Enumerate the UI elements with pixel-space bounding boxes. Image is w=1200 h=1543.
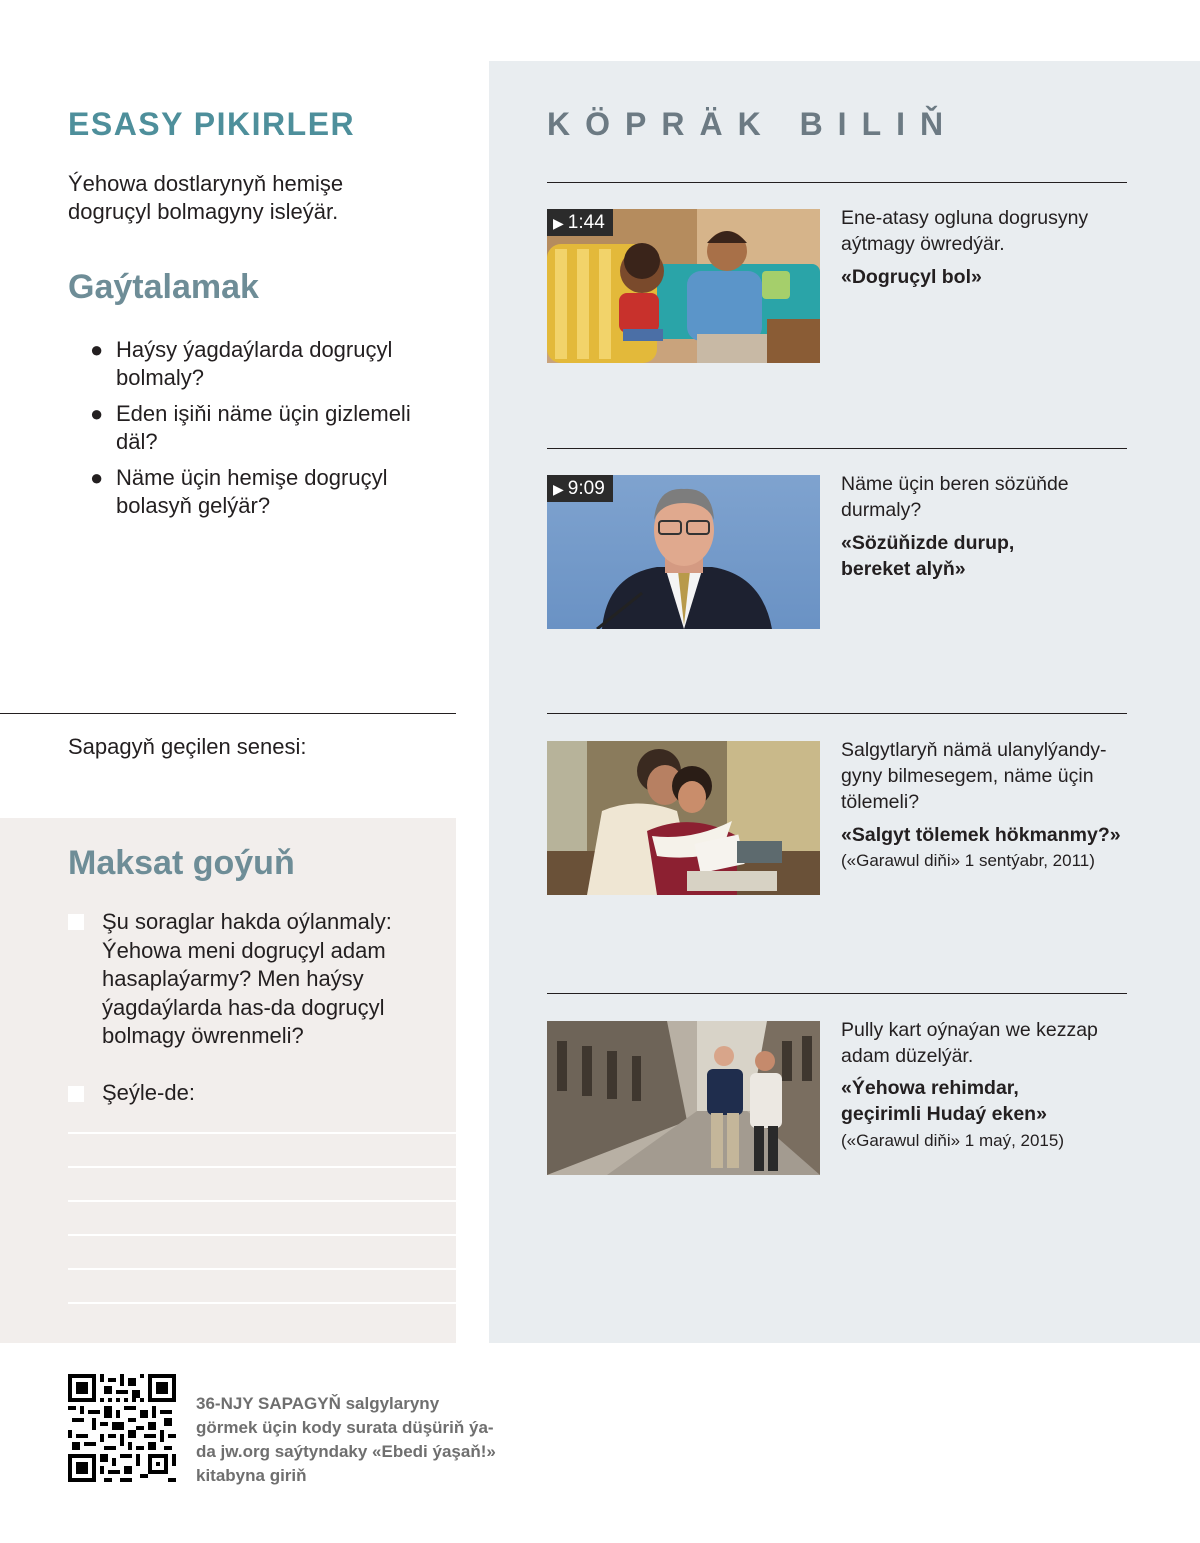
video-duration: 1:44 — [567, 212, 605, 233]
divider — [547, 448, 1127, 449]
resource-source: («Garawul diňi» 1 maý, 2015) — [841, 1131, 1065, 1150]
resource-description: Näme üçin beren sözüňde durmaly? — [841, 473, 1069, 521]
review-item-text: Haýsy ýagdaýlarda dogruçyl bolmaly? — [116, 337, 393, 390]
video-duration-badge — [547, 209, 613, 236]
goal-checkbox[interactable] — [68, 1086, 84, 1102]
lesson-date-label: Sapagyň geçilen senesi: — [68, 734, 307, 759]
review-item — [90, 336, 430, 392]
resource-description: Ene-atasy ogluna dogrusyny aýtmagy öwredýär. — [841, 207, 1089, 255]
qr-code-icon[interactable] — [68, 1374, 176, 1482]
review-heading: Gaýtalamak — [68, 268, 259, 306]
bullet-icon: ● — [90, 401, 104, 426]
article-thumbnail[interactable] — [547, 741, 820, 895]
divider — [547, 713, 1127, 714]
video-thumbnail[interactable] — [547, 475, 820, 629]
goal-box — [0, 818, 456, 1343]
writing-line[interactable] — [68, 1166, 456, 1168]
resource-title-link[interactable]: «Ýehowa rehimdar, geçirimli Hudaý eken» — [841, 1077, 1047, 1125]
goal-heading: Maksat goýuň — [68, 844, 295, 882]
writing-line[interactable] — [68, 1302, 456, 1304]
review-item-text: Näme üçin hemişe dogruçyl bolasyň gelýär? — [116, 465, 388, 518]
writing-line[interactable] — [68, 1234, 456, 1236]
article-thumbnail[interactable] — [547, 1021, 820, 1175]
writing-line[interactable] — [68, 1200, 456, 1202]
goal-item-text: Şeýle-de: — [102, 1080, 195, 1105]
footer-instructions: 36-NJY SAPAGYŇ salgylaryny görmek üçin kody surata düşüriň ýa-da jw.org saýtyndaky «Ebedi ýaşaň!» kitabyna giriň — [196, 1394, 496, 1485]
play-icon: ▶ — [553, 215, 564, 231]
review-item-text: Eden işiňi näme üçin gizlemeli däl? — [116, 401, 411, 454]
review-list — [90, 336, 430, 528]
summary-text: Ýehowa dostlarynyň hemişe dogruçyl bolmagyny isleýär. — [68, 171, 344, 224]
resource-description: Pully kart oýnaýan we kezzap adam düzelýär. — [841, 1019, 1098, 1067]
video-thumbnail[interactable] — [547, 209, 820, 363]
summary-heading: ESASY PIKIRLER — [68, 106, 356, 142]
resource-description: Salgytlaryň nämä ulanylýandy-gyny bilmesegem, näme üçin tölemeli? — [841, 739, 1107, 813]
writing-line[interactable] — [68, 1132, 456, 1134]
bullet-icon: ● — [90, 337, 104, 362]
writing-line[interactable] — [68, 1268, 456, 1270]
video-duration-badge — [547, 475, 613, 502]
couple-paying-bills-image — [547, 741, 820, 895]
resource-title-link[interactable]: «Salgyt tölemek hökmanmy?» — [841, 824, 1121, 846]
play-icon: ▶ — [553, 481, 564, 497]
review-item — [90, 400, 430, 456]
couple-walking-street-image — [547, 1021, 820, 1175]
resource-source: («Garawul diňi» 1 sentýabr, 2011) — [841, 851, 1095, 870]
divider — [547, 182, 1127, 183]
video-duration: 9:09 — [567, 478, 605, 499]
resource-title-link[interactable]: «Sözüňizde durup, bereket alyň» — [841, 532, 1015, 580]
divider — [0, 713, 456, 714]
goal-item-text: Şu soraglar hakda oýlanmaly: Ýehowa meni dogruçyl adam hasaplaýarmy? Men haýsy ýagdaýlarda has-da dogruçyl bolmagy öwrenmeli? — [102, 909, 392, 1048]
bullet-icon: ● — [90, 465, 104, 490]
resource-title-link[interactable]: «Dogruçyl bol» — [841, 266, 982, 288]
learn-more-heading: KÖPRÄK BILIŇ — [547, 106, 959, 142]
review-item — [90, 464, 430, 520]
divider — [547, 993, 1127, 994]
goal-checkbox[interactable] — [68, 914, 84, 930]
